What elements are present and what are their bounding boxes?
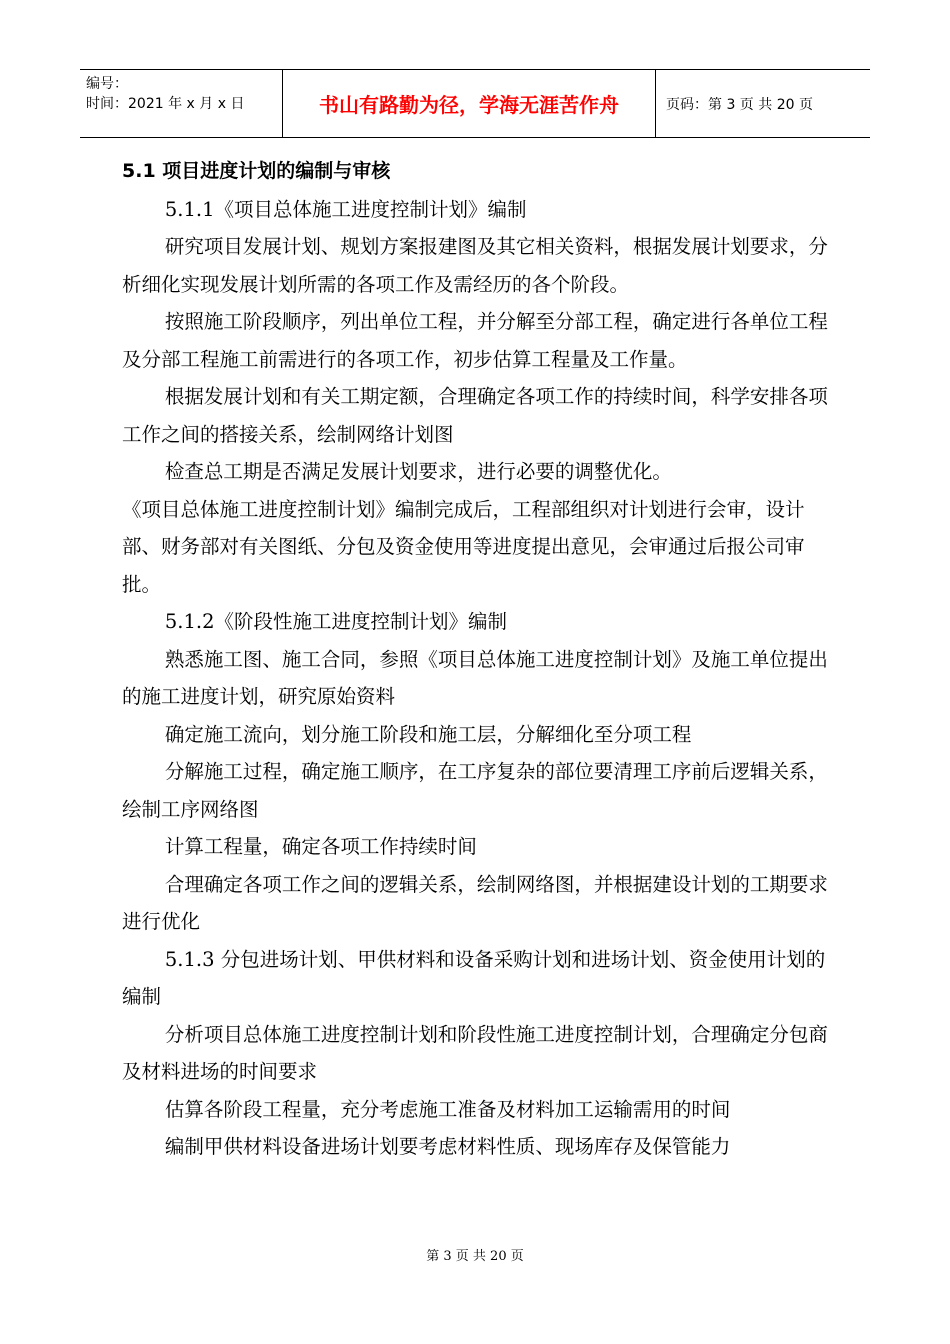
paragraph: 估算各阶段工程量，充分考虑施工准备及材料加工运输需用的时间: [164, 1097, 731, 1121]
paragraph: 根据发展计划和有关工期定额，合理确定各项工作的持续时间，科学安排各项工作之间的搭接关系，绘制网络计划图: [122, 385, 828, 446]
paragraph: 熟悉施工图、施工合同，参照《项目总体施工进度控制计划》及施工单位提出的施工进度计划，研究原始资料: [122, 647, 828, 708]
header-date: 时间：2021 年 x 月 x 日: [86, 96, 245, 112]
paragraph: 按照施工阶段顺序，列出单位工程，并分解至分部工程，确定进行各单位工程及分部工程施工前需进行的各项工作，初步估算工程量及工作量。: [122, 310, 828, 371]
document-body: [122, 153, 830, 1166]
paragraph: 合理确定各项工作之间的逻辑关系，绘制网络图，并根据建设计划的工期要求进行优化: [122, 872, 828, 933]
page-header: [80, 69, 870, 138]
paragraph: 计算工程量，确定各项工作持续时间: [164, 835, 477, 858]
paragraph: 研究项目发展计划、规划方案报建图及其它相关资料，根据发展计划要求，分析细化实现发展计划所需的各项工作及需经历的各个阶段。: [122, 235, 828, 296]
subsection-heading: 5.1.2《阶段性施工进度控制计划》编制: [164, 610, 508, 633]
paragraph: 编制甲供材料设备进场计划要考虑材料性质、现场库存及保管能力: [164, 1135, 731, 1158]
paragraph: 检查总工期是否满足发展计划要求，进行必要的调整优化。: [164, 460, 672, 483]
header-meta: [80, 70, 282, 137]
header-page-info: 页码：第 3 页 共 20 页: [666, 96, 813, 113]
subsection-heading: 5.1.1《项目总体施工进度控制计划》编制: [164, 197, 527, 221]
paragraph: 确定施工流向，划分施工阶段和施工层，分解细化至分项工程: [164, 722, 692, 746]
paragraph: 分析项目总体施工进度控制计划和阶段性施工进度控制计划，合理确定分包商及材料进场的时间要求: [122, 1022, 828, 1083]
paragraph: 分解施工过程，确定施工顺序，在工序复杂的部位要清理工序前后逻辑关系，绘制工序网络图: [122, 760, 828, 821]
header-number-label: 编号：: [86, 76, 128, 92]
page-footer: 第 3 页 共 20 页: [426, 1249, 524, 1264]
section-heading: 5.1 项目进度计划的编制与审核: [122, 160, 391, 182]
subsection-heading: 5.1.3 分包进场计划、甲供材料和设备采购计划和进场计划、资金使用计划的编制: [122, 947, 826, 1008]
paragraph: 《项目总体施工进度控制计划》编制完成后，工程部组织对计划进行会审，设计部、财务部对有关图纸、分包及资金使用等进度提出意见，会审通过后报公司审批。: [122, 497, 805, 596]
header-motto: 书山有路勤为径，学海无涯苦作舟: [282, 70, 656, 137]
